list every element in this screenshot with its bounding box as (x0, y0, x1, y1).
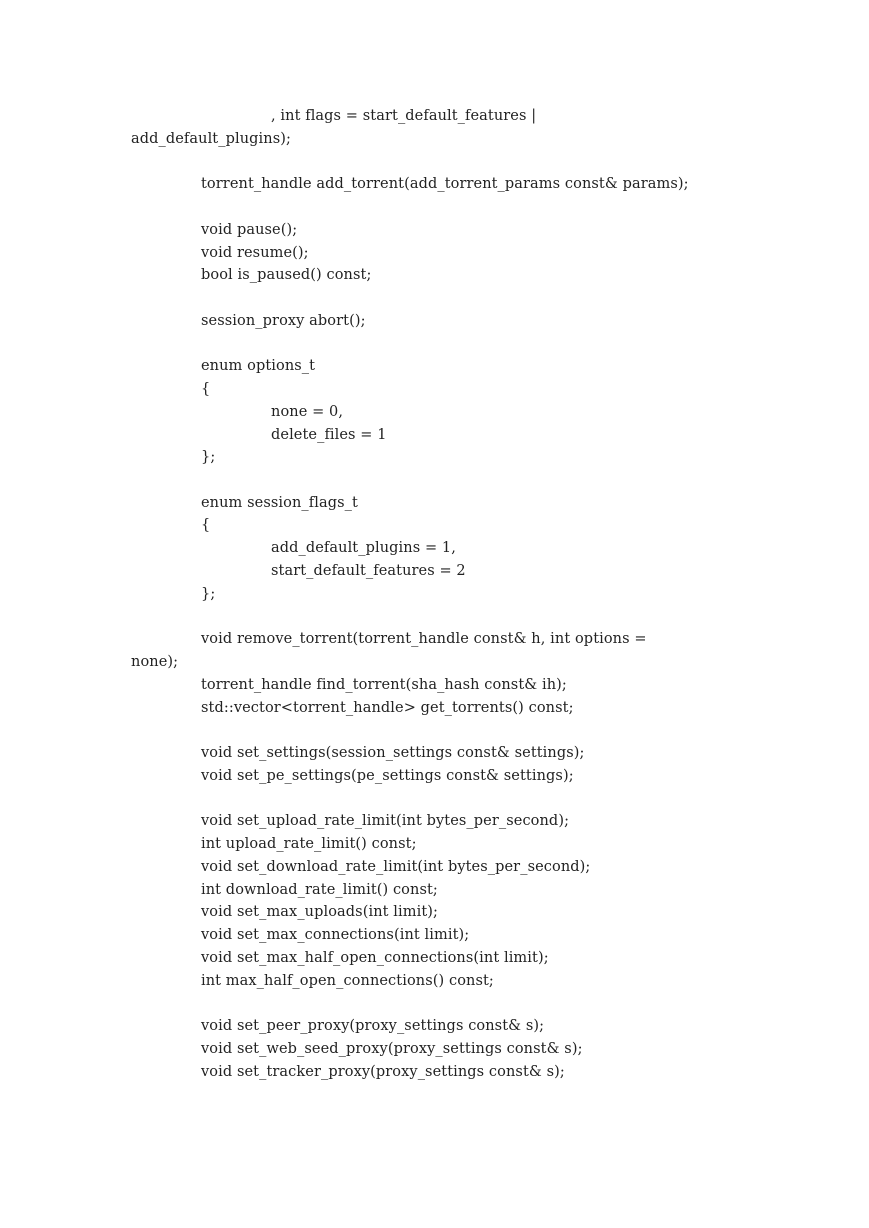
code-line: enum options_t (201, 358, 316, 374)
code-line: { (201, 517, 211, 533)
code-line: void set_upload_rate_limit(int bytes_per_second); (201, 813, 570, 829)
code-line: none); (131, 654, 179, 670)
code-line: }; (201, 586, 216, 602)
code-line: none = 0, (271, 404, 344, 420)
code-line: delete_files = 1 (271, 427, 387, 443)
code-line: void set_settings(session_settings const& settings); (201, 745, 585, 761)
code-line: int max_half_open_connections() const; (201, 973, 494, 989)
code-line: void set_tracker_proxy(proxy_settings const& s); (201, 1064, 565, 1080)
code-line: torrent_handle find_torrent(sha_hash const& ih); (201, 677, 567, 693)
code-line: void set_max_uploads(int limit); (201, 904, 439, 920)
code-line: void set_download_rate_limit(int bytes_per_second); (201, 859, 591, 875)
code-line: int upload_rate_limit() const; (201, 836, 417, 852)
code-line: void set_pe_settings(pe_settings const& settings); (201, 768, 574, 784)
code-line: , int flags = start_default_features | (271, 108, 537, 124)
code-line: session_proxy abort(); (201, 313, 366, 329)
code-line: }; (201, 449, 216, 465)
code-line: void remove_torrent(torrent_handle const& h, int options = (201, 631, 647, 647)
code-line: void set_max_half_open_connections(int limit); (201, 950, 549, 966)
code-line: add_default_plugins); (131, 131, 291, 147)
code-line: { (201, 381, 211, 397)
code-line: void pause(); (201, 222, 298, 238)
code-line: torrent_handle add_torrent(add_torrent_params const& params); (201, 176, 689, 192)
code-line: bool is_paused() const; (201, 267, 372, 283)
code-line: add_default_plugins = 1, (271, 540, 456, 556)
code-line: enum session_flags_t (201, 495, 358, 511)
code-line: void set_web_seed_proxy(proxy_settings const& s); (201, 1041, 583, 1057)
code-line: void resume(); (201, 245, 309, 261)
code-line: void set_max_connections(int limit); (201, 927, 470, 943)
code-line: void set_peer_proxy(proxy_settings const& s); (201, 1018, 545, 1034)
code-line: int download_rate_limit() const; (201, 882, 438, 898)
code-line: std::vector<torrent_handle> get_torrents() const; (201, 700, 574, 716)
code-line: start_default_features = 2 (271, 563, 466, 579)
